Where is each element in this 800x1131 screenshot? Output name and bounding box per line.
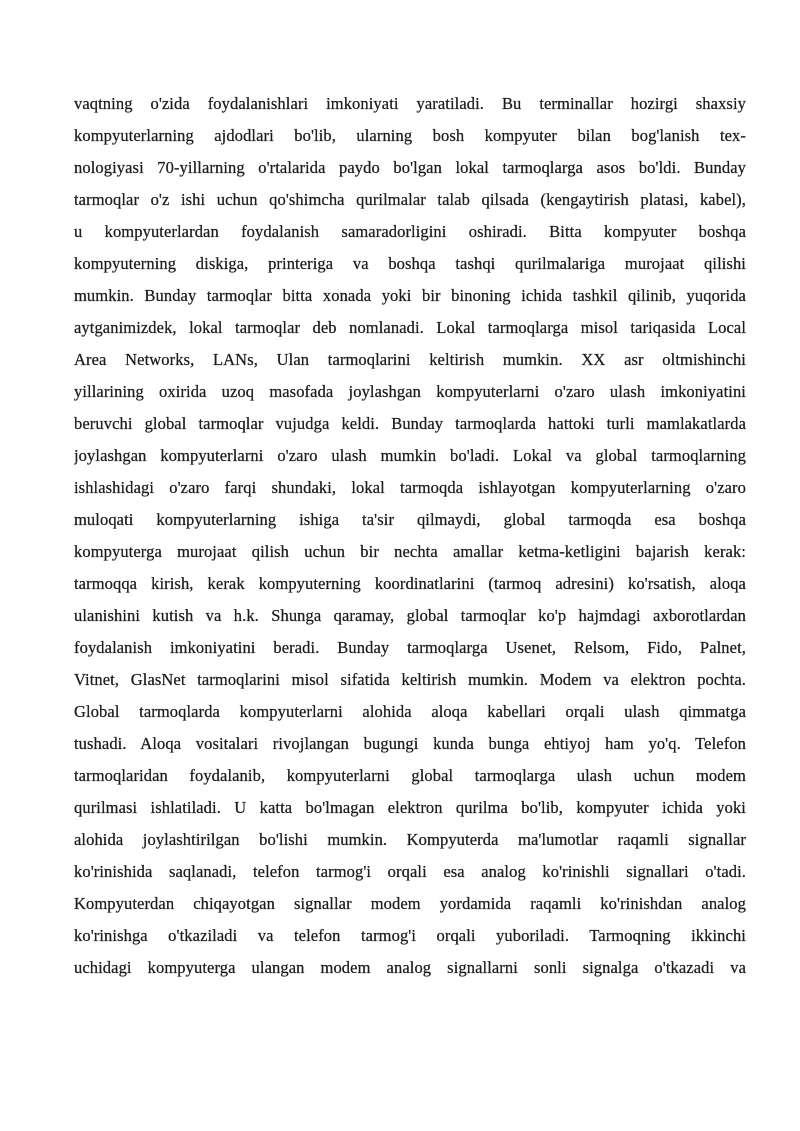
text-line: uchidagi kompyuterga ulangan modem analog signallarni sonli signalga o'tkazadi va [74, 958, 746, 977]
text-line: beruvchi global tarmoqlar vujudga keldi. Bunday tarmoqlarda hattoki turli mamlakatlarda [74, 414, 746, 433]
text-line: ko'rinishga o'tkaziladi va telefon tarmog'i orqali yuboriladi. Tarmoqning ikkinchi [74, 926, 746, 945]
text-line: Vitnet, GlasNet tarmoqlarini misol sifatida keltirish mumkin. Modem va elektron pochta. [74, 670, 746, 689]
text-line: joylashgan kompyuterlarni o'zaro ulash mumkin bo'ladi. Lokal va global tarmoqlarning [74, 446, 746, 465]
text-line: vaqtning o'zida foydalanishlari imkoniyati yaratiladi. Bu terminallar hozirgi shaxsiy [74, 94, 746, 113]
text-line: u kompyuterlardan foydalanish samaradorligini oshiradi. Bitta kompyuter boshqa [74, 222, 746, 241]
text-line: ko'rinishida saqlanadi, telefon tarmog'i orqali esa analog ko'rinishli signallari o'tadi. [74, 862, 746, 881]
text-line: tarmoqlar o'z ishi uchun qo'shimcha qurilmalar talab qilsada (kengaytirish platasi, kabel), [74, 190, 746, 209]
text-line: qurilmasi ishlatiladi. U katta bo'lmagan elektron qurilma bo'lib, kompyuter ichida yoki [74, 798, 746, 817]
text-line: yillarining oxirida uzoq masofada joylashgan kompyuterlarni o'zaro ulash imkoniyatini [74, 382, 746, 401]
text-line: kompyuterning diskiga, printeriga va boshqa tashqi qurilmalariga murojaat qilishi [74, 254, 746, 273]
text-line: Global tarmoqlarda kompyuterlarni alohida aloqa kabellari orqali ulash qimmatga [74, 702, 746, 721]
text-line: aytganimizdek, lokal tarmoqlar deb nomlanadi. Lokal tarmoqlarga misol tariqasida Local [74, 318, 746, 337]
text-line: tushadi. Aloqa vositalari rivojlangan bugungi kunda bunga ehtiyoj ham yo'q. Telefon [74, 734, 746, 753]
text-line: ishlashidagi o'zaro farqi shundaki, lokal tarmoqda ishlayotgan kompyuterlarning o'zaro [74, 478, 746, 497]
text-line: nologiyasi 70-yillarning o'rtalarida paydo bo'lgan lokal tarmoqlarga asos bo'ldi. Bunday [74, 158, 746, 177]
text-line: ulanishini kutish va h.k. Shunga qaramay, global tarmoqlar ko'p hajmdagi axborotlardan [74, 606, 746, 625]
text-line: kompyuterga murojaat qilish uchun bir nechta amallar ketma-ketligini bajarish kerak: [74, 542, 746, 561]
text-line: tarmoqlaridan foydalanib, kompyuterlarni global tarmoqlarga ulash uchun modem [74, 766, 746, 785]
text-line: Kompyuterdan chiqayotgan signallar modem yordamida raqamli ko'rinishdan analog [74, 894, 746, 913]
text-line: kompyuterlarning ajdodlari bo'lib, ularning bosh kompyuter bilan bog'lanish tex- [74, 126, 746, 145]
text-line: alohida joylashtirilgan bo'lishi mumkin. Kompyuterda ma'lumotlar raqamli signallar [74, 830, 746, 849]
text-line: tarmoqqa kirish, kerak kompyuterning koordinatlarini (tarmoq adresini) ko'rsatish, aloqa [74, 574, 746, 593]
text-line: muloqati kompyuterlarning ishiga ta'sir qilmaydi, global tarmoqda esa boshqa [74, 510, 746, 529]
text-line: mumkin. Bunday tarmoqlar bitta xonada yoki bir binoning ichida tashkil qilinib, yuqorida [74, 286, 746, 305]
text-line: foydalanish imkoniyatini beradi. Bunday tarmoqlarga Usenet, Relsom, Fido, Palnet, [74, 638, 746, 657]
text-line: Area Networks, LANs, Ulan tarmoqlarini keltirish mumkin. XX asr oltmishinchi [74, 350, 746, 369]
page-text [74, 88, 746, 984]
